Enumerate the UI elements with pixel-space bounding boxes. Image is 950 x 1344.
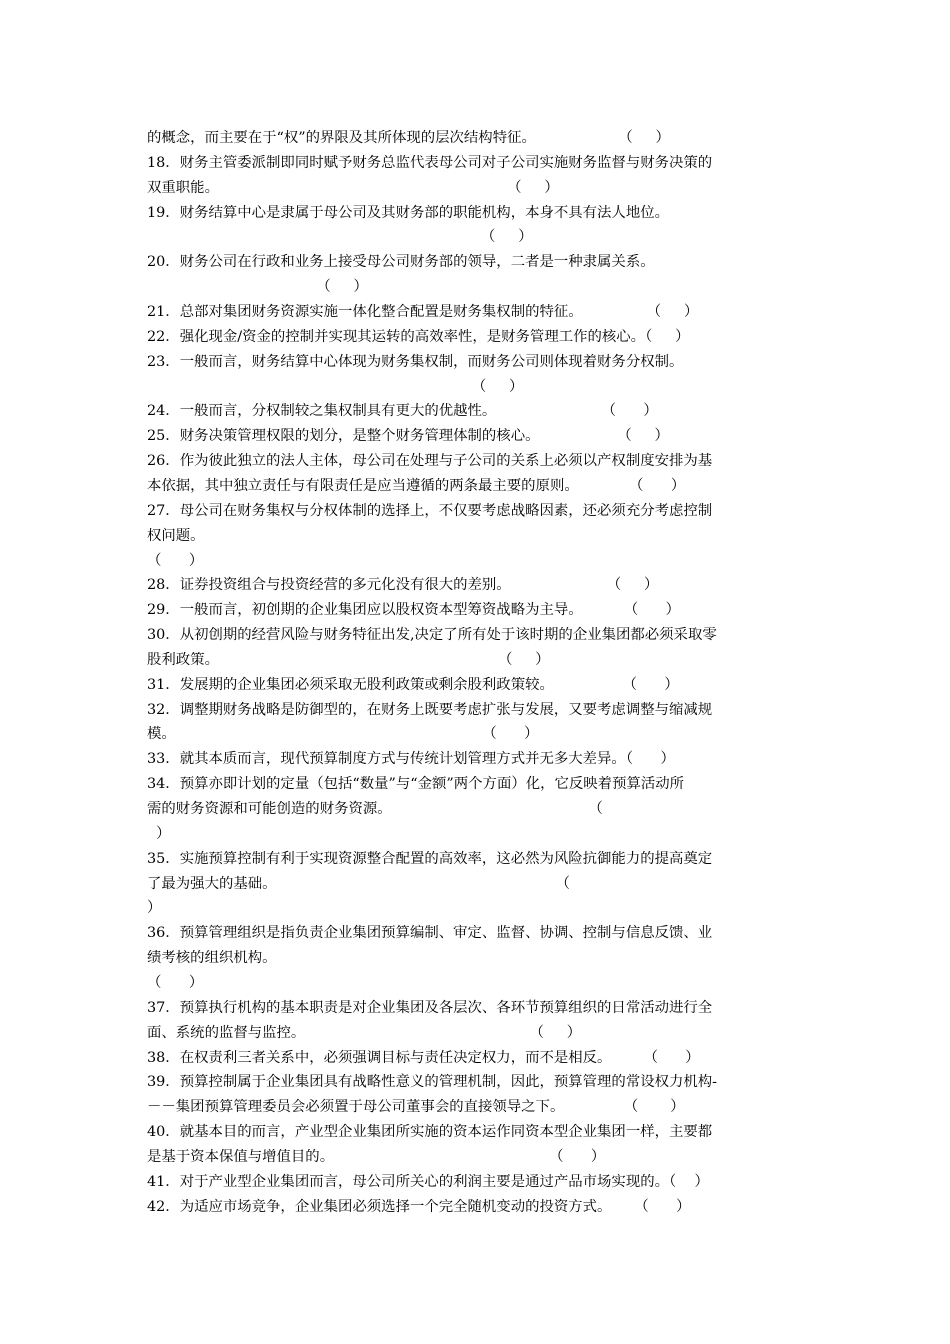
text-line: 38．在权责利三者关系中，必须强调目标与责任决定权力，而不是相反。 （ ） bbox=[147, 1049, 700, 1066]
text-line: （ ） bbox=[147, 378, 524, 395]
text-line: 23．一般而言，财务结算中心体现为财务集权制，而财务公司则体现着财务分权制。 bbox=[147, 353, 684, 370]
text-line: 权问题。 bbox=[147, 527, 205, 544]
text-line: 绩考核的组织机构。 bbox=[147, 950, 277, 967]
text-line: 是基于资本保值与增值目的。 （ ） bbox=[147, 1148, 606, 1165]
text-line: 25．财务决策管理权限的划分，是整个财务管理体制的核心。 （ ） bbox=[147, 428, 669, 445]
text-line: （ ） bbox=[147, 974, 204, 991]
text-line: 35．实施预算控制有利于实现资源整合配置的高效率，这必然为风险抗御能力的提高奠定 bbox=[147, 850, 713, 867]
text-line: ） bbox=[147, 825, 171, 842]
text-line: 24．一般而言，分权制较之集权制具有更大的优越性。 （ ） bbox=[147, 403, 658, 420]
text-line: 31．发展期的企业集团必须采取无股利政策或剩余股利政策较。 （ ） bbox=[147, 676, 679, 693]
text-line: 28．证券投资组合与投资经营的多元化没有很大的差别。 （ ） bbox=[147, 577, 659, 594]
text-line: 双重职能。 （ ） bbox=[147, 179, 559, 196]
text-line: 面、系统的监督与监控。 （ ） bbox=[147, 1024, 582, 1041]
text-line: （ ） bbox=[147, 552, 204, 569]
text-line: 本依据，其中独立责任与有限责任是应当遵循的两条最主要的原则。 （ ） bbox=[147, 477, 686, 494]
text-line: 34．预算亦即计划的定量（包括“数量”与“金额”两个方面）化，它反映着预算活动所 bbox=[147, 776, 685, 793]
text-line: （ ） bbox=[147, 279, 368, 296]
text-line: 18．财务主管委派制即同时赋予财务总监代表母公司对子公司实施财务监督与财务决策的 bbox=[147, 154, 713, 171]
text-line: 29．一般而言，初创期的企业集团应以股权资本型筹资战略为主导。 （ ） bbox=[147, 602, 681, 619]
text-line: 20．财务公司在行政和业务上接受母公司财务部的领导，二者是一种隶属关系。 bbox=[147, 254, 655, 271]
text-line: 39．预算控制属于企业集团具有战略性意义的管理机制，因此，预算管理的常设权力机构- bbox=[147, 1074, 718, 1091]
text-line: （ ） bbox=[147, 229, 533, 246]
text-line: 41．对于产业型企业集团而言，母公司所关心的利润主要是通过产品市场实现的。（ ） bbox=[147, 1173, 709, 1190]
text-line: 27．母公司在财务集权与分权体制的选择上，不仅要考虑战略因素，还必须充分考虑控制 bbox=[147, 502, 713, 519]
text-line: －－集团预算管理委员会必须置于母公司董事会的直接领导之下。 （ ） bbox=[147, 1099, 685, 1116]
text-line: 33．就其本质而言，现代预算制度方式与传统计划管理方式并无多大差异。（ ） bbox=[147, 751, 675, 768]
text-line: 模。 （ ） bbox=[147, 726, 539, 743]
text-line: 的概念，而主要在于“权”的界限及其所体现的层次结构特征。 （ ） bbox=[147, 130, 670, 146]
text-line: 22．强化现金/资金的控制并实现其运转的高效率性，是财务管理工作的核心。（ ） bbox=[147, 328, 690, 345]
text-line: 40．就基本目的而言，产业型企业集团所实施的资本运作同资本型企业集团一样，主要都 bbox=[147, 1124, 713, 1140]
text-line: 需的财务资源和可能创造的财务资源。 （ bbox=[147, 801, 603, 817]
text-line: 32．调整期财务战略是防御型的，在财务上既要考虑扩张与发展，又要考虑调整与缩减规 bbox=[147, 701, 713, 718]
text-line: 26．作为彼此独立的法人主体，母公司在处理与子公司的关系上必须以产权制度安排为基 bbox=[147, 453, 713, 470]
text-line: 股利政策。 （ ） bbox=[147, 651, 550, 668]
text-line: 37．预算执行机构的基本职责是对企业集团及各层次、各环节预算组织的日常活动进行全 bbox=[147, 999, 713, 1016]
text-line: 42．为适应市场竞争，企业集团必须选择一个完全随机变动的投资方式。 （ ） bbox=[147, 1198, 691, 1215]
text-line: 30．从初创期的经营风险与财务特征出发,决定了所有处于该时期的企业集团都必须采取零 bbox=[147, 627, 717, 643]
text-line: 21．总部对集团财务资源实施一体化整合配置是财务集权制的特征。 （ ） bbox=[147, 304, 699, 320]
text-line: 了最为强大的基础。 （ bbox=[147, 875, 570, 892]
text-line: ） bbox=[147, 900, 162, 917]
text-line: 19．财务结算中心是隶属于母公司及其财务部的职能机构，本身不具有法人地位。 bbox=[147, 204, 669, 221]
text-line: 36．预算管理组织是指负责企业集团预算编制、审定、监督、协调、控制与信息反馈、业 bbox=[147, 925, 713, 942]
